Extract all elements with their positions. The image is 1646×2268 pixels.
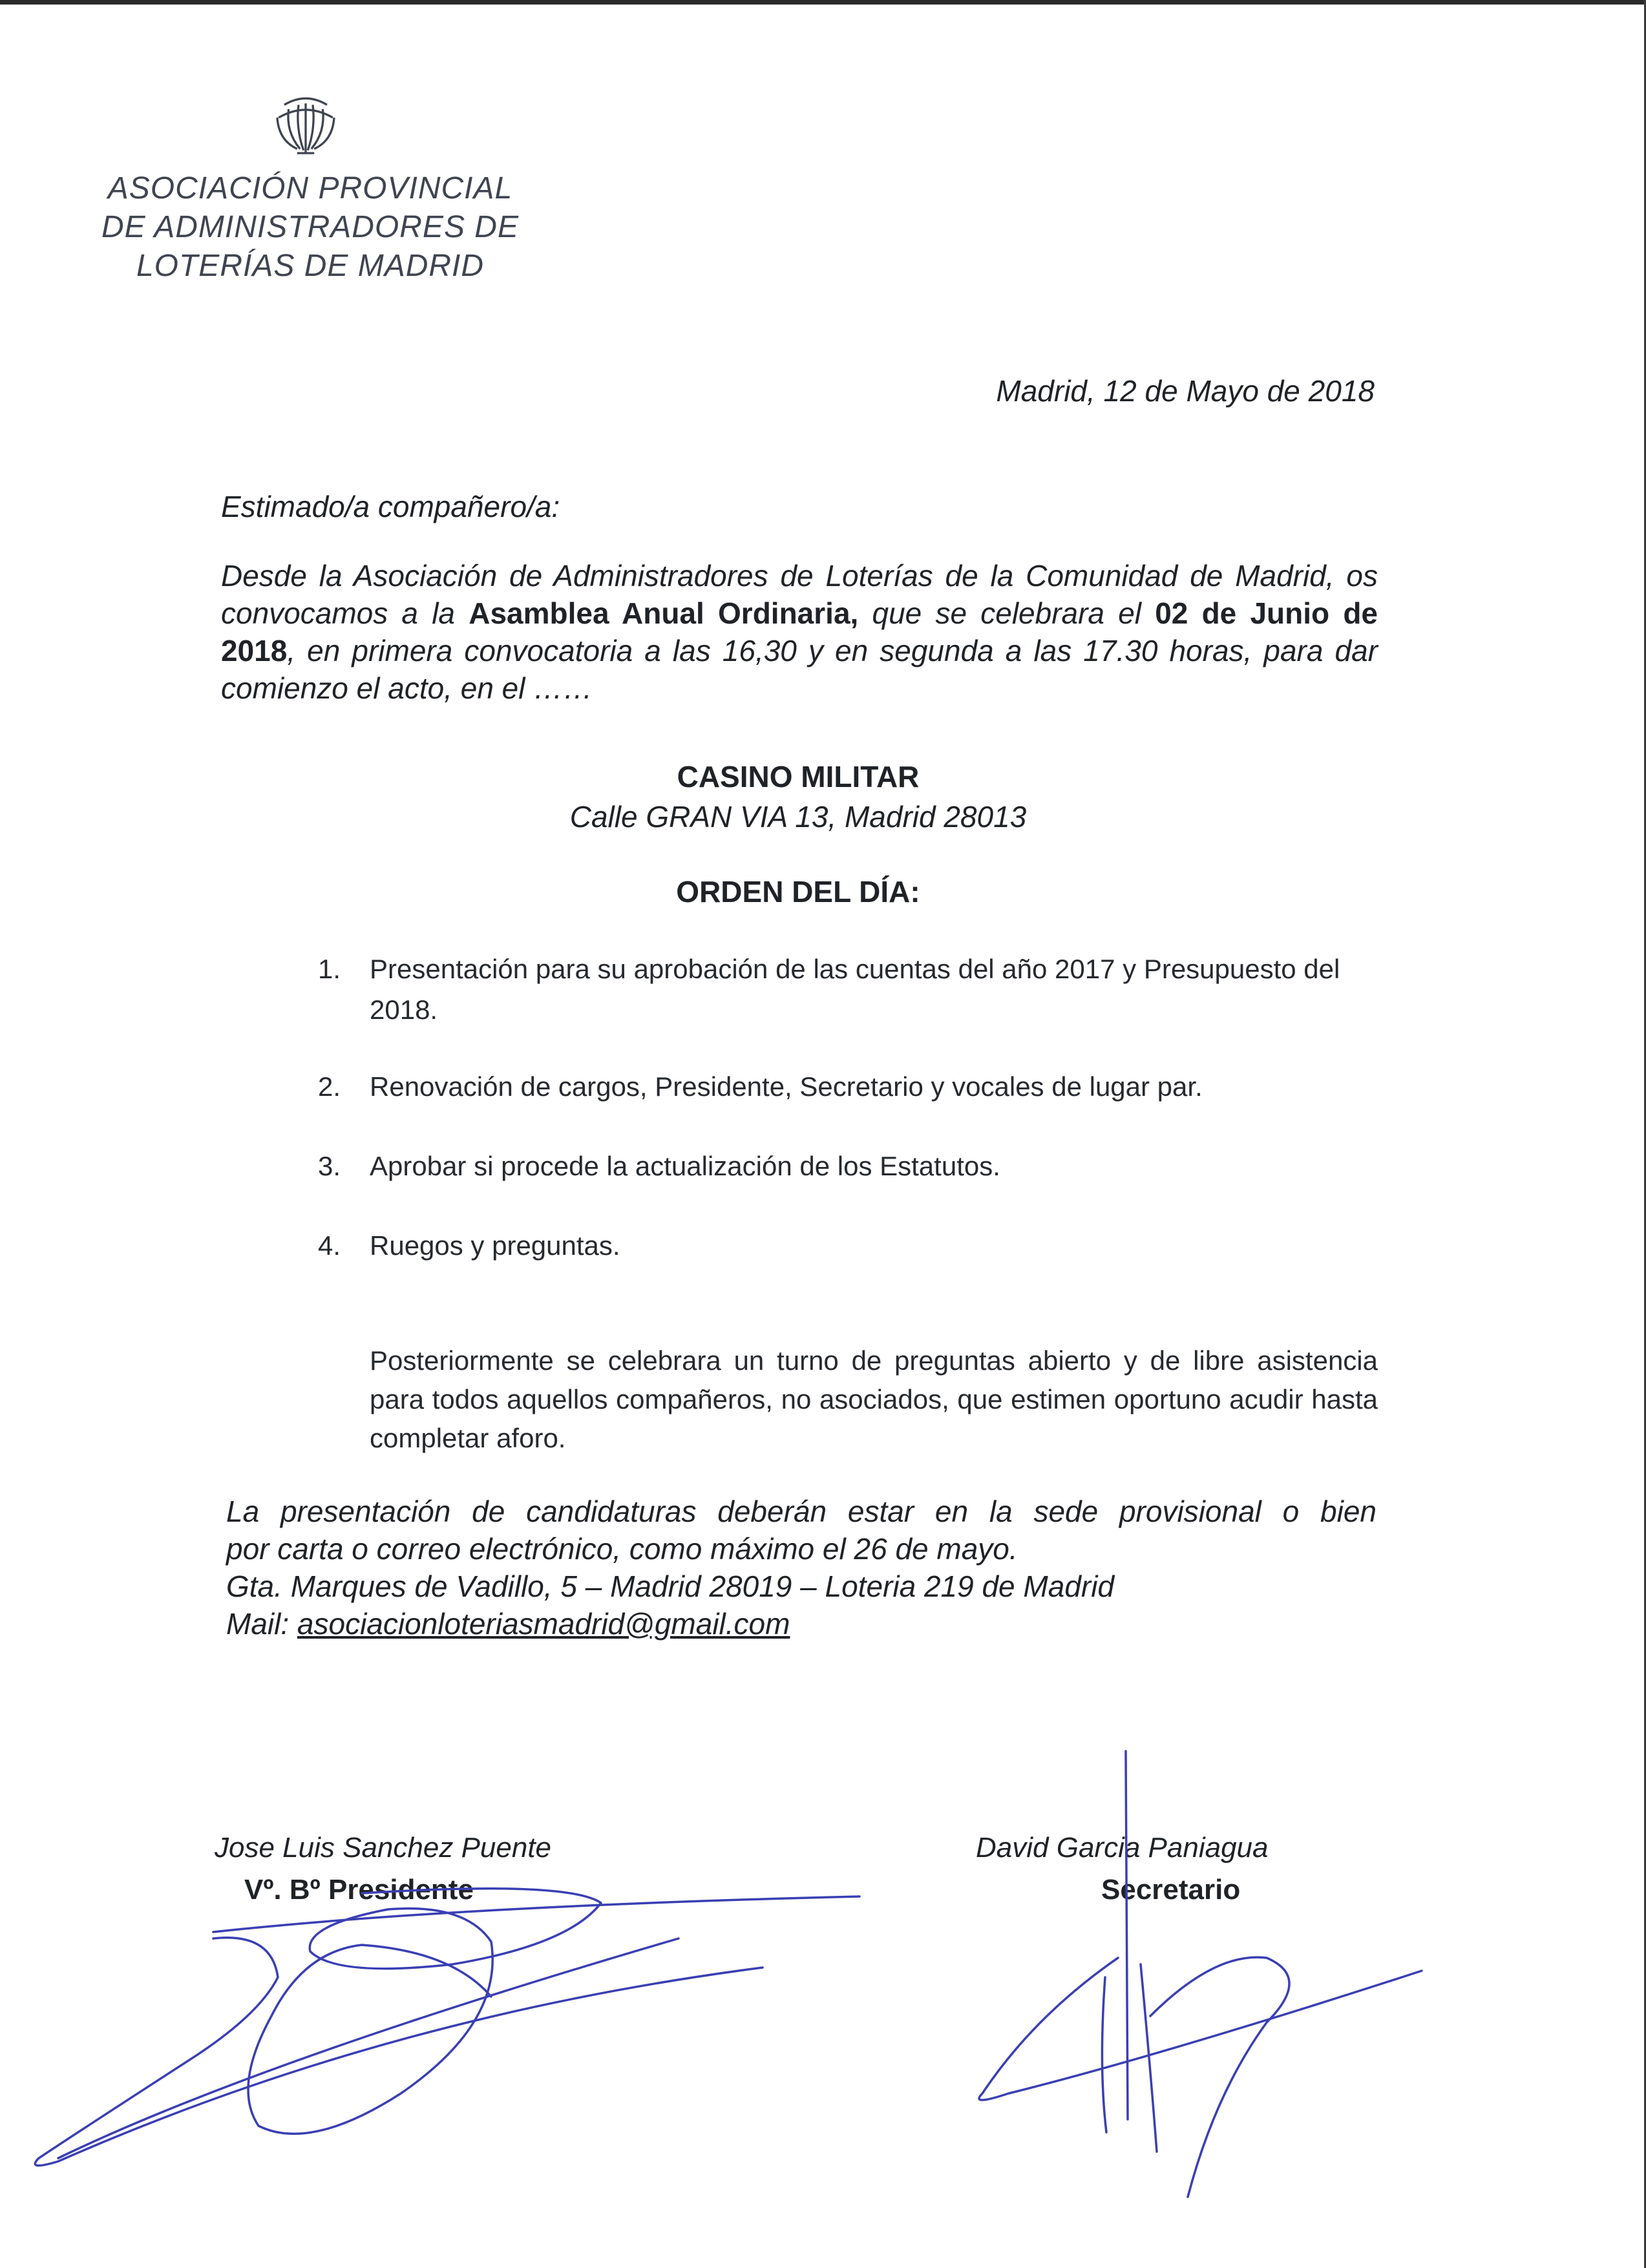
salutation: Estimado/a compañero/a: — [221, 490, 560, 523]
agenda-item — [318, 1225, 1391, 1266]
venue-name: CASINO MILITAR — [677, 760, 920, 793]
post-assembly-note: Posteriormente se celebrara un turno de preguntas abierto y de libre asistencia para todos aquellos compañeros, no asociados, que estimen oportuno acudir hasta completar aforo. — [370, 1345, 1378, 1453]
agenda-title: ORDEN DEL DÍA: — [676, 875, 920, 908]
secretary-signature — [979, 1751, 1422, 2197]
candidacy-paragraph — [226, 1493, 1377, 1643]
candidacy-line-2: por carta o correo electrónico, como máximo el 26 de mayo. — [226, 1532, 1018, 1566]
assembly-type: Asamblea Anual Ordinaria, — [469, 596, 859, 630]
org-name-line-3: LOTERÍAS DE MADRID — [136, 249, 485, 283]
intro-text-2: que se celebrara el — [858, 596, 1155, 630]
assembly-date: 02 de Junio de 2018 — [221, 596, 1378, 667]
secretary-name: David Garcia Paniagua — [976, 1832, 1269, 1864]
globe-emblem-icon — [270, 89, 341, 160]
intro-text-3: , en primera convocatoria a las 16,30 y en segunda a las 17.30 horas, para dar comienzo el acto, en el …… — [221, 634, 1378, 705]
agenda-item-text: Renovación de cargos, Presidente, Secretario y vocales de lugar par. — [370, 1071, 1203, 1102]
letter-date: Madrid, 12 de Mayo de 2018 — [996, 374, 1375, 408]
president-title: Vº. Bº Presidente — [244, 1874, 474, 1906]
agenda-item-text: Aprobar si procede la actualización de los Estatutos. — [370, 1151, 1000, 1181]
agenda-item-number: 3. — [318, 1151, 341, 1181]
agenda-item-number: 2. — [318, 1071, 341, 1102]
intro-text-1: Desde la Asociación de Administradores de Loterías de la Comunidad de Madrid, os convocamos a la — [221, 559, 1378, 630]
organization-name — [90, 169, 530, 286]
agenda-list — [318, 949, 1391, 1266]
agenda-item-number: 4. — [318, 1230, 341, 1261]
agenda-item — [318, 1146, 1391, 1186]
org-name-line-2: DE ADMINISTRADORES DE — [101, 210, 519, 244]
venue-address: Calle GRAN VIA 13, Madrid 28013 — [569, 800, 1027, 834]
email-link[interactable]: asociacionloteriasmadrid@gmail.com — [297, 1607, 790, 1641]
intro-paragraph — [221, 557, 1378, 707]
candidacy-mail — [226, 1605, 1377, 1643]
candidacy-address: Gta. Marques de Vadillo, 5 – Madrid 28019 – Loteria 219 de Madrid — [226, 1570, 1115, 1603]
agenda-item — [318, 949, 1391, 1030]
agenda-item-text: Ruegos y preguntas. — [370, 1230, 620, 1261]
agenda-item — [318, 1066, 1391, 1107]
agenda-item-text: Presentación para su aprobación de las cuentas del año 2017 y Presupuesto del 2018. — [370, 954, 1340, 1025]
secretary-title: Secretario — [1101, 1874, 1241, 1906]
agenda-item-number: 1. — [318, 954, 341, 984]
president-name: Jose Luis Sanchez Puente — [215, 1832, 552, 1864]
top-border-line — [0, 0, 1646, 5]
president-signature — [35, 1889, 860, 2166]
candidacy-line-1: La presentación de candidaturas deberán estar en la sede provisional o bien — [226, 1495, 1377, 1528]
org-name-line-1: ASOCIACIÓN PROVINCIAL — [107, 171, 513, 205]
mail-label: Mail: — [226, 1607, 297, 1641]
